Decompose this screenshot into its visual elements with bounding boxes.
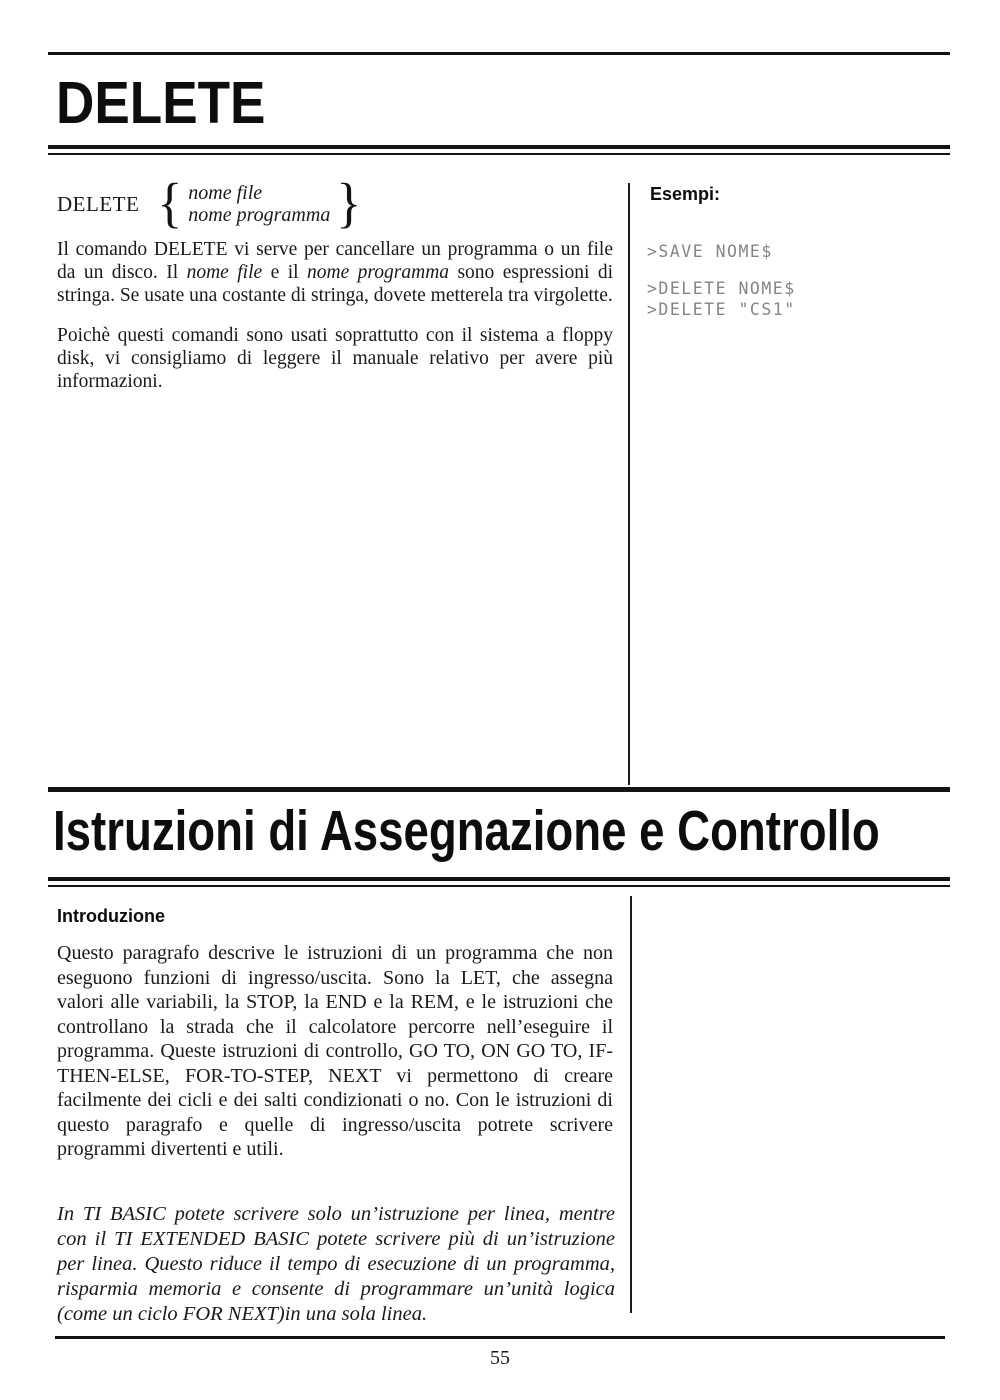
page-number: 55	[490, 1347, 510, 1369]
delete-title-rule	[48, 145, 950, 155]
intro-paragraph: Questo paragrafo descrive le istruzioni di un programma che non eseguono funzioni di ingresso/uscita. Sono la LET, che assegna valori alle variabili, la STOP, la END e la REM, e le istruzioni che controllano la strada che il calcolatore percorre nell’eseguire il programma. Queste istruzioni di controllo, GO TO, ON GO TO, IF-THEN-ELSE, FOR-TO-STEP, NEXT vi permettono di creare facilmente dei cicli e dei salti condizionati o no. Con le istruzioni di questo paragrafo e quelle di ingresso/uscita potrete scrivere programmi divertenti e utili.	[57, 942, 613, 1160]
delete-note-paragraph: Poichè questi comandi sono usati soprattutto con il sistema a floppy disk, vi consigliamo di leggere il manuale relativo per avere più informazioni.	[57, 325, 613, 392]
brace-close-glyph: }	[336, 173, 362, 234]
nome-programma-italic: nome programma	[306, 262, 450, 283]
intro-heading: Introduzione	[57, 906, 165, 926]
delete-title: DELETE	[56, 70, 266, 136]
example-line-delete-var: >DELETE NOME$	[647, 279, 796, 298]
delete-description-paragraph	[57, 238, 613, 307]
top-rule	[48, 52, 950, 55]
example-line-save: >SAVE NOME$	[647, 242, 773, 261]
brace-open-glyph: {	[157, 173, 183, 234]
syntax-keyword: DELETE	[57, 191, 140, 216]
text-segment: e il	[262, 262, 307, 283]
footer-rule	[55, 1336, 945, 1339]
text-segment: Il comando DELETE vi serve per cancellare un programma o un file da un disco. Il	[57, 239, 613, 283]
section-separator-rule	[48, 787, 950, 792]
example-line-delete-cs1: >DELETE "CS1"	[647, 300, 796, 319]
column-divider-top	[628, 183, 630, 785]
examples-block	[647, 241, 796, 320]
examples-label: Esempi:	[650, 184, 721, 204]
syntax-option-program: nome programma	[188, 204, 331, 226]
nome-file-italic: nome file	[186, 262, 263, 283]
text-segment: sono espressioni di stringa. Se usate una costante di stringa, dovete metterela tra virgolette.	[57, 262, 613, 306]
syntax-option-file: nome file	[188, 182, 263, 204]
control-title-rule	[48, 877, 950, 887]
control-section-title: Istruzioni di Assegnazione e Controllo	[53, 799, 880, 863]
column-divider-bottom	[630, 896, 632, 1313]
ti-basic-note-italic: In TI BASIC potete scrivere solo un’istruzione per linea, mentre con il TI EXTENDED BASIC potete scrivere più di un’istruzione per linea. Questo riduce il tempo di esecuzione di un programma, risparmia memoria e consente di programmare un’unità logica (come un ciclo FOR NEXT)in una sola linea.	[57, 1203, 615, 1325]
syntax-options	[188, 182, 330, 226]
delete-syntax	[57, 173, 362, 234]
